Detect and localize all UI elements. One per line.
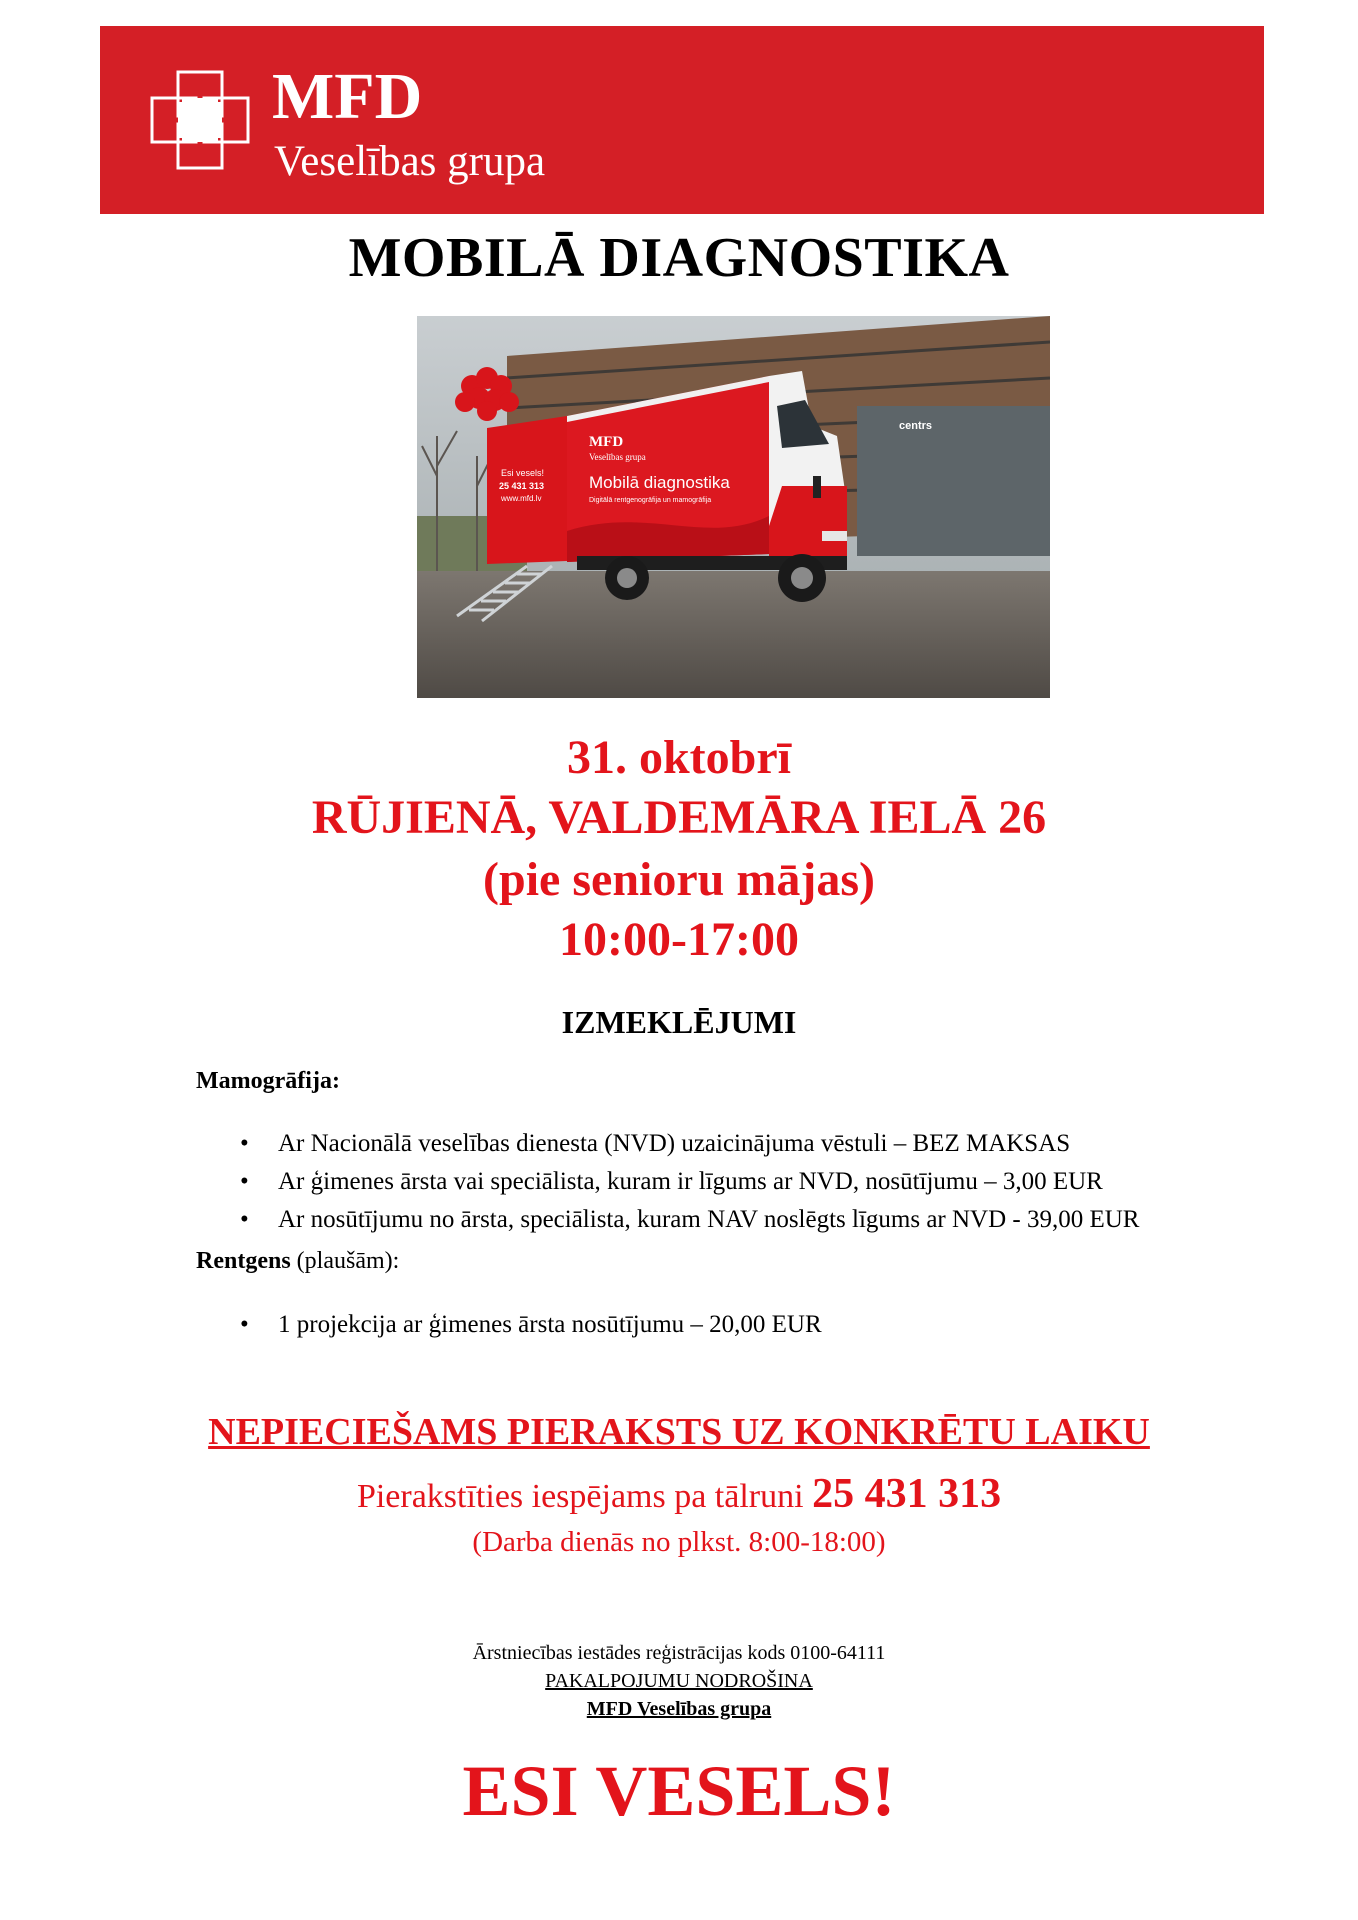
- medical-cross-logo-icon: [148, 68, 252, 172]
- list-item: [196, 1306, 822, 1344]
- event-time: 10:00-17:00: [559, 913, 799, 966]
- list-item: [196, 1125, 1140, 1163]
- side-subtitle: Digitālā rentgenogrāfija un mamogrāfija: [589, 497, 712, 504]
- event-date: 31. oktobrī: [566, 731, 791, 784]
- list-item-text: Ar nosūtījumu no ārsta, speciālista, kuram NAV noslēgts līgums ar NVD - 39,00 EUR: [278, 1206, 1140, 1233]
- registration-code: Ārstniecības iestādes reģistrācijas kods 0100-64111: [472, 1642, 886, 1664]
- xray-label-bold: Rentgens: [196, 1248, 291, 1274]
- side-logo-name: MFD: [589, 434, 624, 450]
- door-slogan: Esi vesels!: [501, 468, 545, 478]
- mammography-price-list: [196, 1125, 1140, 1239]
- logo-subtitle: Veselības grupa: [274, 138, 546, 185]
- booking-phone-text: Pierakstīties iespējams pa tālruni: [356, 1478, 813, 1515]
- bullet-icon: •: [240, 1130, 249, 1157]
- bullet-icon: •: [240, 1168, 249, 1195]
- booking-hours: (Darba dienās no plkst. 8:00-18:00): [472, 1526, 886, 1558]
- booking-required-notice: NEPIECIEŠAMS PIERAKSTS UZ KONKRĒTU LAIKU: [208, 1411, 1150, 1453]
- event-address: RŪJIENĀ, VALDEMĀRA IELĀ 26: [311, 791, 1047, 844]
- bullet-icon: •: [240, 1206, 249, 1233]
- booking-phone-line: [0, 1470, 1358, 1518]
- bullet-icon: •: [240, 1311, 249, 1338]
- xray-label: [196, 1248, 399, 1275]
- list-item-text: Ar Nacionālā veselības dienesta (NVD) uzaicinājuma vēstuli – BEZ MAKSAS: [278, 1130, 1071, 1157]
- logo-name: MFD: [272, 60, 423, 133]
- event-place: (pie senioru mājas): [483, 853, 875, 906]
- slogan: ESI VESELS!: [462, 1751, 896, 1831]
- door-phone: 25 431 313: [499, 481, 545, 491]
- list-item: [196, 1163, 1140, 1201]
- booking-phone-number[interactable]: 25 431 313: [812, 1471, 1002, 1517]
- list-item-text: 1 projekcija ar ģimenes ārsta nosūtījumu – 20,00 EUR: [278, 1311, 822, 1338]
- side-title: Mobilā diagnostika: [589, 473, 730, 492]
- mammography-label: Mamogrāfija:: [196, 1068, 340, 1094]
- list-item: [196, 1201, 1140, 1239]
- provided-by-label: PAKALPOJUMU NODROŠINA: [545, 1670, 813, 1692]
- xray-label-rest: (plaušām):: [290, 1248, 400, 1274]
- header-banner: [100, 26, 1264, 214]
- exams-heading: IZMEKLĒJUMI: [561, 1004, 797, 1040]
- list-item-text: Ar ģimenes ārsta vai speciālista, kuram ir līgums ar NVD, nosūtījumu – 3,00 EUR: [278, 1168, 1103, 1195]
- building-sign: centrs: [899, 420, 933, 432]
- page-title: MOBILĀ DIAGNOSTIKA: [348, 227, 1010, 289]
- side-logo-sub: Veselības grupa: [589, 452, 646, 462]
- xray-price-list: [196, 1306, 822, 1344]
- mobile-diagnostics-truck-photo: [417, 316, 1050, 698]
- organization-name: MFD Veselības grupa: [586, 1698, 772, 1720]
- door-web: www.mfd.lv: [501, 494, 542, 503]
